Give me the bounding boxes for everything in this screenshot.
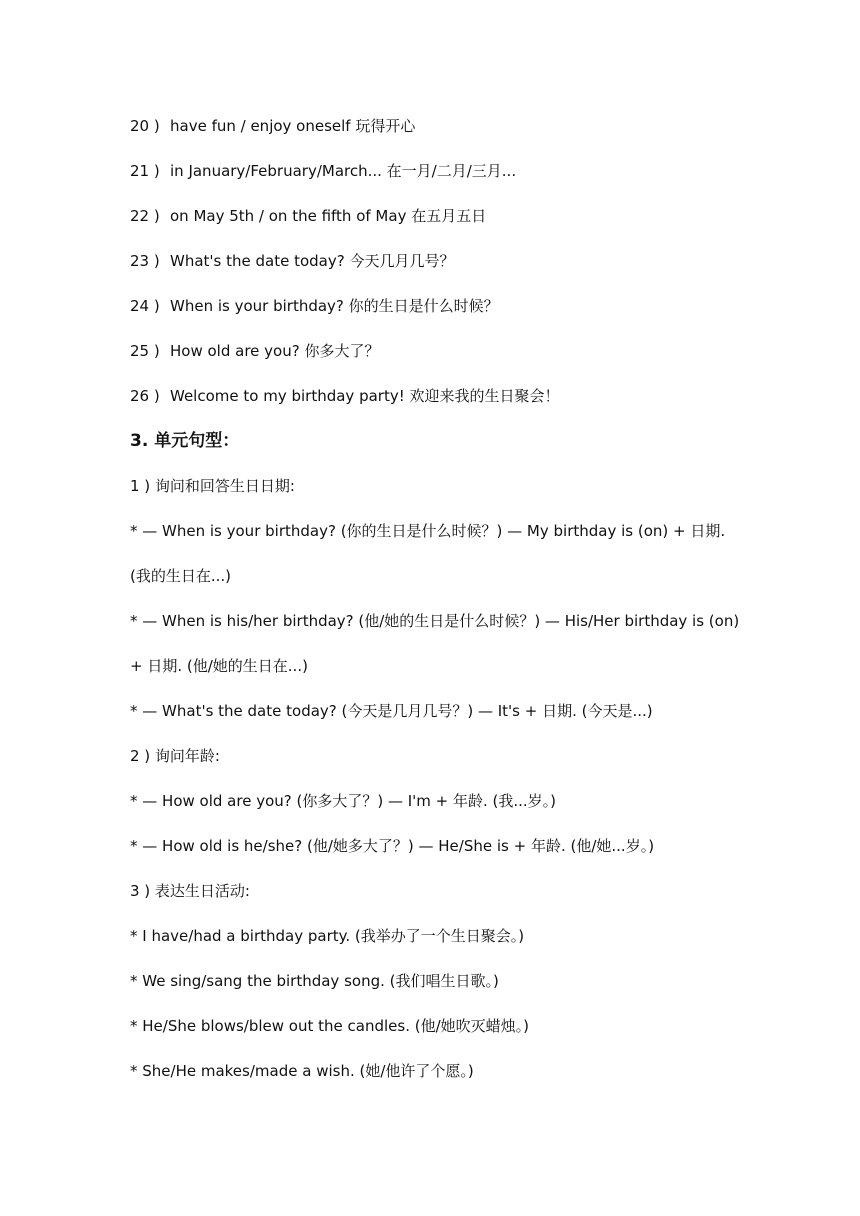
- phrase-text: What's the date today? 今天几月几号？: [170, 252, 455, 270]
- phrase-number: 23 ): [130, 252, 160, 270]
- phrase-number: 26 ): [130, 387, 160, 405]
- sentence-line: * — When is his/her birthday? (他/她的生日是什么时候？) — His/Her birthday is (on): [130, 612, 740, 630]
- phrase-text: How old are you? 你多大了？: [170, 342, 380, 360]
- sentence-line: * — What's the date today? (今天是几月几号？) — It's + 日期. (今天是...): [130, 702, 653, 720]
- sentence-line: + 日期. (他/她的生日在...): [130, 657, 308, 675]
- phrase-item: [130, 104, 750, 149]
- phrase-number: 24 ): [130, 297, 160, 315]
- sentence-line: (我的生日在...): [130, 567, 232, 585]
- sentence-line: * — How old is he/she? (他/她多大了？) — He/She is + 年龄. (他/她...岁。): [130, 837, 655, 855]
- phrase-number: 21 ): [130, 162, 160, 180]
- subsection-title: 1 ) 询问和回答生日日期:: [130, 477, 295, 495]
- phrase-item: [130, 284, 750, 329]
- sentence-line: * She/He makes/made a wish. (她/他许了个愿。): [130, 1062, 474, 1080]
- phrase-item: [130, 374, 750, 419]
- sentence-line: * He/She blows/blew out the candles. (他/她吹灭蜡烛。): [130, 1017, 530, 1035]
- phrase-item: [130, 149, 750, 194]
- phrase-text: on May 5th / on the fifth of May 在五月五日: [170, 207, 487, 225]
- sentence-line: * — When is your birthday? (你的生日是什么时候？) — My birthday is (on) + 日期.: [130, 522, 726, 540]
- phrase-text: in January/February/March... 在一月/二月/三月...: [170, 162, 517, 180]
- sentence-line: * — How old are you? (你多大了？) — I'm + 年龄. (我...岁。): [130, 792, 557, 810]
- phrase-text: When is your birthday? 你的生日是什么时候？: [170, 297, 499, 315]
- sentence-line: * I have/had a birthday party. (我举办了一个生日聚会。): [130, 927, 525, 945]
- subsection-title: 3 ) 表达生日活动:: [130, 882, 250, 900]
- phrase-item: [130, 239, 750, 284]
- section-heading: 3. 单元句型：: [130, 431, 240, 451]
- phrase-item: [130, 329, 750, 374]
- document-page: [130, 104, 750, 1094]
- sentence-line: * We sing/sang the birthday song. (我们唱生日歌。): [130, 972, 499, 990]
- phrase-number: 25 ): [130, 342, 160, 360]
- subsection-title: 2 ) 询问年龄:: [130, 747, 220, 765]
- phrase-item: [130, 194, 750, 239]
- phrase-number: 22 ): [130, 207, 160, 225]
- phrase-text: Welcome to my birthday party! 欢迎来我的生日聚会！: [170, 387, 560, 405]
- phrase-number: 20 ): [130, 117, 160, 135]
- phrase-text: have fun / enjoy oneself 玩得开心: [170, 117, 416, 135]
